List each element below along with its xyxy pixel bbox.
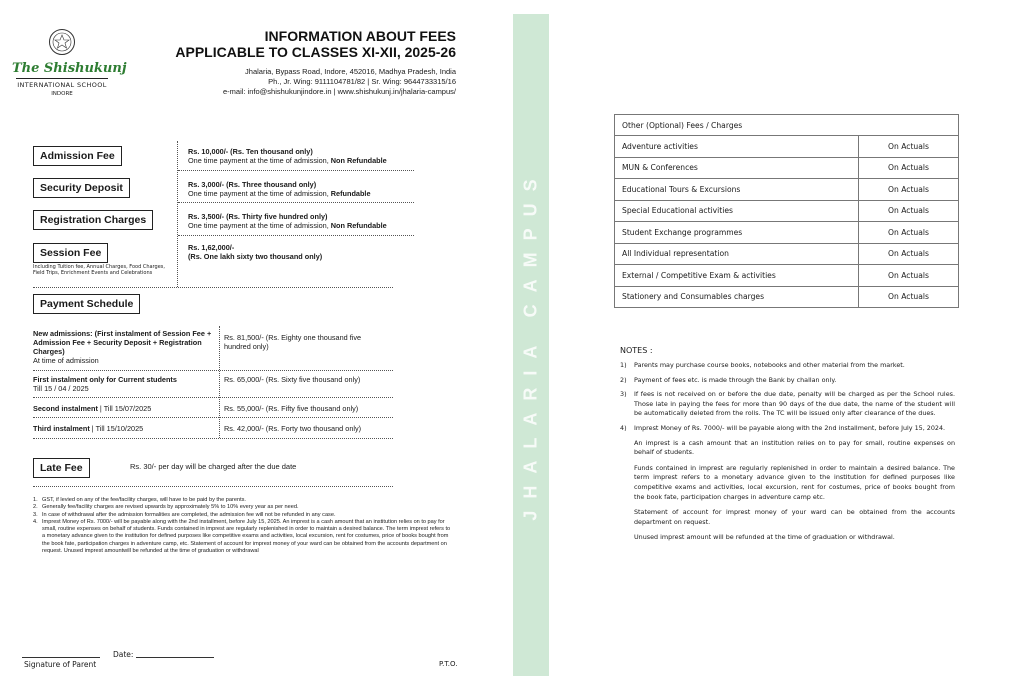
footnote <box>33 519 453 555</box>
note-text: Payment of fees etc. is made through the Bank by challan only. <box>634 375 837 384</box>
schedule-row-due: Till 15 / 04 / 2025 <box>33 384 89 393</box>
document-title-line1: INFORMATION ABOUT FEES <box>264 28 456 44</box>
note-paragraph: Funds contained in imprest are regularly replenished in order to maintain a desired balance. The term imprest refers to a monetary advance given to the institution for defined purposes like competitive exams and activities, local excursion, rent for costumes, price of books bought from the book fate, participation charges in adventure camp etc. <box>634 463 955 501</box>
schedule-row-due: At time of admission <box>33 356 99 365</box>
admission-fee-refund-status: Non Refundable <box>330 156 387 165</box>
schedule-row-new-admissions <box>33 329 213 365</box>
school-address: Jhalaria, Bypass Road, Indore, 452016, Madhya Pradesh, India <box>245 67 456 76</box>
notes-list <box>620 361 955 549</box>
fee-value: On Actuals <box>859 243 959 265</box>
fee-item: Special Educational activities <box>615 200 859 222</box>
session-fee-amount-words: (Rs. One lakh sixty two thousand only) <box>188 252 323 261</box>
table-row <box>615 222 959 244</box>
schedule-row-title: New admissions: (First instalment of Session Fee + Admission Fee + Security Deposit + Registration Charges) <box>33 329 212 356</box>
footnote <box>33 504 453 511</box>
fee-item: Educational Tours & Excursions <box>615 179 859 201</box>
school-email: e-mail: info@shishukunjindore.in | www.shishukunj.in/jhalaria-campus/ <box>222 87 456 96</box>
date-line <box>136 657 214 658</box>
late-fee-text: Rs. 30/- per day will be charged after the due date <box>130 462 297 471</box>
note-number: 3) <box>620 390 627 399</box>
note-item <box>620 376 955 386</box>
security-deposit-details <box>188 180 371 198</box>
footnote-text: Generally fee/facility charges are revised upwards by approximately 5% to 10% every year as per need. <box>42 504 299 511</box>
section-divider <box>33 486 393 487</box>
security-deposit-label: Security Deposit <box>33 178 130 198</box>
note-text: Parents may purchase course books, notebooks and other material from the market. <box>634 361 905 369</box>
fee-value: On Actuals <box>859 157 959 179</box>
note-item <box>620 390 955 419</box>
late-fee-label: Late Fee <box>33 458 90 478</box>
logo-divider <box>16 78 108 79</box>
schedule-row-title: First instalment only for Current students <box>33 375 177 384</box>
section-divider <box>33 287 393 288</box>
signature-label: Signature of Parent <box>24 660 97 669</box>
fee-value: On Actuals <box>859 179 959 201</box>
admission-fee-label: Admission Fee <box>33 146 122 166</box>
table-row <box>615 243 959 265</box>
schedule-amount-line1: Rs. 81,500/- (Rs. Eighty one thousand five <box>224 333 362 342</box>
footnote <box>33 512 453 519</box>
school-type: INTERNATIONAL SCHOOL <box>17 81 107 89</box>
session-fee-label: Session Fee <box>33 243 108 263</box>
note-text: Imprest Money of Rs. 7000/- will be payable along with the 2nd installment, before July 15, 2024. <box>634 423 946 432</box>
table-row <box>615 157 959 179</box>
row-divider <box>33 417 393 418</box>
notes-heading: NOTES : <box>620 346 653 355</box>
schedule-row-title: Second instalment <box>33 404 98 413</box>
row-divider <box>33 370 393 371</box>
fee-item: Adventure activities <box>615 136 859 158</box>
schedule-row-title: Third instalment <box>33 424 90 433</box>
note-item <box>620 424 955 434</box>
signature-line <box>22 657 100 658</box>
fee-item: Student Exchange programmes <box>615 222 859 244</box>
footnote <box>33 497 453 504</box>
fee-item: All Individual representation <box>615 243 859 265</box>
schedule-row-amount: Rs. 42,000/- (Rs. Forty two thousand only) <box>224 424 362 433</box>
note-paragraph: Unused imprest amount will be refunded at the time of graduation or withdrawal. <box>634 533 895 542</box>
fees-column-divider <box>177 141 178 287</box>
schedule-row-amount: Rs. 55,000/- (Rs. Fifty five thousand only) <box>224 404 359 413</box>
registration-charges-note: One time payment at the time of admission, <box>188 221 331 230</box>
row-divider <box>178 170 414 171</box>
footnote-number: 2. <box>33 504 38 511</box>
schedule-row-current-students <box>33 375 177 393</box>
table-row <box>615 179 959 201</box>
schedule-row-due: | Till 15/10/2025 <box>89 424 144 433</box>
note-number: 1) <box>620 361 627 369</box>
optional-fees-header: Other (Optional) Fees / Charges <box>615 115 959 136</box>
note-item <box>620 361 955 371</box>
fee-value: On Actuals <box>859 136 959 158</box>
document-header <box>175 28 456 97</box>
schedule-amount-line2: hundred only) <box>224 342 269 351</box>
row-divider <box>33 438 393 439</box>
note-paragraph: Statement of account for imprest money of your ward can be obtained from the accounts department on request. <box>634 508 955 526</box>
school-logo <box>12 28 127 97</box>
security-deposit-refund-status: Refundable <box>330 189 371 198</box>
fee-item: MUN & Conferences <box>615 157 859 179</box>
fee-item: External / Competitive Exam & activities <box>615 265 859 287</box>
admission-fee-amount: Rs. 10,000/- (Rs. Ten thousand only) <box>188 147 313 156</box>
school-city: INDORE <box>51 91 73 97</box>
registration-charges-label: Registration Charges <box>33 210 153 230</box>
schedule-column-divider <box>219 326 220 438</box>
registration-charges-refund-status: Non Refundable <box>330 221 387 230</box>
admission-fee-details <box>188 147 387 165</box>
schedule-row-second-instalment <box>33 404 151 413</box>
table-row <box>615 265 959 287</box>
admission-fee-note: One time payment at the time of admission, <box>188 156 331 165</box>
row-divider <box>33 397 393 398</box>
session-fee-inclusions: Including Tuition fee, Annual Charges, Food Charges, Field Trips, Enrichment Events and Celebrations <box>33 264 165 276</box>
campus-strip-text: JHALARIA CAMPUS <box>520 167 541 521</box>
registration-charges-details <box>188 212 387 230</box>
footnote-number: 1. <box>33 497 38 503</box>
fee-footnotes <box>33 497 453 555</box>
schedule-row-amount: Rs. 65,000/- (Rs. Sixty five thousand only) <box>224 375 361 384</box>
optional-fees-table <box>614 114 959 308</box>
footnote-number: 4. <box>33 518 38 525</box>
security-deposit-amount: Rs. 3,000/- (Rs. Three thousand only) <box>188 180 317 189</box>
pto-label: P.T.O. <box>439 660 458 668</box>
fee-value: On Actuals <box>859 200 959 222</box>
payment-schedule-label: Payment Schedule <box>33 294 140 314</box>
school-phone: Ph., Jr. Wing: 9111104781/82 | Sr. Wing: 9644733315/16 <box>268 77 456 86</box>
footnote-text: Imprest Money of Rs. 7000/- will be payable along with the 2nd installment, before July 15, 2025. An imprest is a cash amount that an institution relies on to pay for small, routine expenses on behalf of students. Funds contained in imprest are regularly replenished in order to maintain a desired balance. The term imprest refers to a monetary advance given to the institution for defined purposes like competitive exams and activities, local excursion, rent for costumes, price of books bought from the book fate, participation charges in adventure camp, etc. Statement of account for imprest money of your ward can be obtained from the accounts department on request. Unused imprest amountwill be refunded at the time of graduation or withdrawal <box>42 518 451 555</box>
footnote-number: 3. <box>33 511 38 518</box>
registration-charges-amount: Rs. 3,500/- (Rs. Thirty five hundred only) <box>188 212 328 221</box>
note-paragraph: An imprest is a cash amount that an institution relies on to pay for small, routine expenses on behalf of students. <box>634 438 955 457</box>
session-fee-details <box>188 243 322 261</box>
security-deposit-note: One time payment at the time of admission, <box>188 189 331 198</box>
fee-value: On Actuals <box>859 222 959 244</box>
note-text: If fees is not received on or before the due date, penalty will be charged as per the School rules. Those late in paying the fees for more than 90 days of the due date, the name of the student will be automatically deleted from the rolls. The TC will be issued only after clearance of the dues. <box>634 390 955 418</box>
fee-value: On Actuals <box>859 265 959 287</box>
row-divider <box>178 202 414 203</box>
schedule-row-amount <box>224 333 361 351</box>
document-title-line2: APPLICABLE TO CLASSES XI-XII, 2025-26 <box>175 44 456 60</box>
school-seal-icon <box>48 28 76 56</box>
school-brand-name: The Shishukunj <box>12 61 127 76</box>
date-label: Date: <box>113 650 134 659</box>
note-number: 4) <box>620 423 627 432</box>
row-divider <box>178 235 414 236</box>
note-number: 2) <box>620 375 627 384</box>
schedule-row-third-instalment <box>33 424 143 433</box>
schedule-row-due: | Till 15/07/2025 <box>97 404 152 413</box>
fee-value: On Actuals <box>859 286 959 308</box>
table-row <box>615 286 959 308</box>
session-fee-amount: Rs. 1,62,000/- <box>188 243 235 252</box>
table-row <box>615 136 959 158</box>
footnote-text: In case of withdrawal after the admission formalities are completed, the admission fee will not be refunded in any case. <box>42 511 336 518</box>
fee-item: Stationery and Consumables charges <box>615 286 859 308</box>
footnote-text: GST, if levied on any of the fee/facility charges, will have to be paid by the parents. <box>42 497 246 503</box>
table-row <box>615 200 959 222</box>
